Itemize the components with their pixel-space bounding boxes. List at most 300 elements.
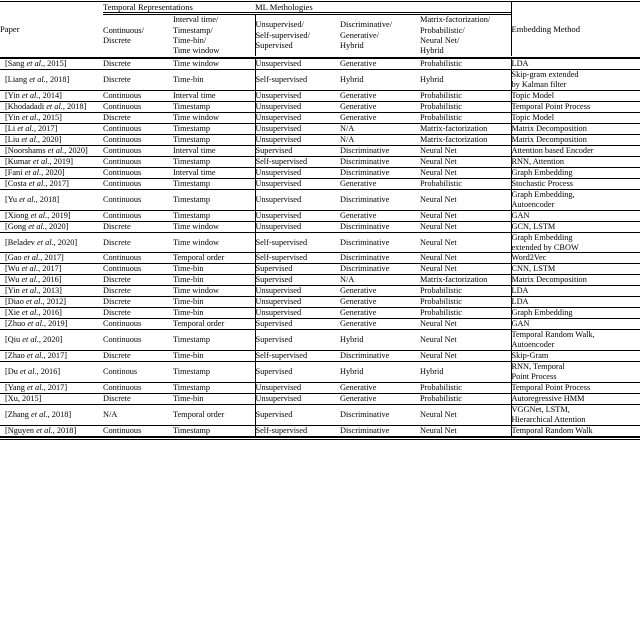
table-row[interactable] [0, 145, 640, 156]
cell-embedding: Word2Vec [511, 253, 640, 264]
paper-author: [Li [5, 124, 18, 134]
cell-model-family: Neural Net [420, 351, 511, 362]
cell-supervision: Unsupervised [255, 210, 340, 221]
cell-model-family: Hybrid [420, 362, 511, 383]
cell-temporal-type: Time-bin [173, 70, 255, 91]
cell-embedding: Topic Model [511, 113, 640, 124]
paper-author: [Liu [5, 135, 22, 144]
paper-year: , 2013] [38, 286, 62, 296]
paper-year: , 2014] [38, 91, 62, 101]
paper-etal: et al. [24, 167, 42, 177]
cell-methodology: Generative [340, 297, 420, 308]
cell-model-family: Probabilistic [420, 382, 511, 393]
table-row[interactable] [0, 275, 640, 286]
paper-etal: et al. [21, 135, 38, 144]
cell-model-family: Probabilistic [420, 59, 511, 70]
table-row[interactable] [0, 124, 640, 135]
cell-temporal-granularity: Discrete [103, 70, 173, 91]
paper-author: [Beladev [5, 237, 38, 247]
cell-temporal-granularity: Continuous [103, 330, 173, 351]
cell-paper-citation [0, 210, 103, 221]
cell-supervision: Unsupervised [255, 393, 340, 404]
cell-embedding: LDA [511, 286, 640, 297]
cell-embedding: Graph Embedding [511, 308, 640, 319]
cell-model-family: Neural Net [420, 156, 511, 167]
header-line: Generative/ [340, 30, 380, 40]
header-line: Probabilistic/ [420, 25, 465, 35]
cell-methodology: Generative [340, 113, 420, 124]
cell-embedding: Graph Embedding extended by CBOW [511, 232, 640, 253]
paper-year: , 2018] [45, 75, 70, 85]
cell-temporal-type: Time window [173, 232, 255, 253]
paper-year: , 2018] [62, 102, 87, 112]
cell-model-family: Neural Net [420, 319, 511, 330]
paper-year: , 2015] [43, 59, 67, 69]
cell-temporal-type: Time-bin [173, 297, 255, 308]
header-line: Discrete [103, 35, 131, 45]
table-row[interactable] [0, 382, 640, 393]
paper-author: [Yin [5, 113, 22, 123]
cell-paper-citation [0, 297, 103, 308]
cell-supervision: Self-supervised [255, 70, 340, 91]
paper-author: [Xu, 2015] [5, 393, 42, 403]
cell-supervision: Unsupervised [255, 308, 340, 319]
paper-author: [Nguyen [5, 425, 37, 435]
table-row[interactable] [0, 135, 640, 146]
paper-year: , 2018] [47, 409, 72, 419]
cell-model-family: Probabilistic [420, 393, 511, 404]
table-row[interactable] [0, 102, 640, 113]
paper-author: [Zhao [5, 351, 27, 361]
cell-supervision: Supervised [255, 275, 340, 286]
header-group-temporal-representations: Temporal Representations [103, 2, 255, 13]
paper-author: [Fani [5, 167, 25, 177]
table-body [0, 59, 640, 436]
cell-model-family: Matrix-factorization [420, 124, 511, 135]
paper-etal: et al. [28, 178, 46, 188]
paper-etal: et al. [19, 366, 37, 376]
cell-embedding: GCN, LSTM [511, 221, 640, 232]
paper-author: [Qiu [5, 335, 23, 345]
paper-year: , 2018] [35, 194, 60, 204]
header-line: Interval time/ [173, 15, 219, 25]
cell-paper-citation [0, 102, 103, 113]
cell-paper-citation [0, 275, 103, 286]
paper-year: , 2020] [37, 135, 62, 144]
cell-temporal-granularity: Continuous [103, 425, 173, 436]
table-header [0, 0, 640, 59]
header-embedding-method: Embedding Method [511, 2, 640, 57]
paper-author: [Du [5, 366, 20, 376]
cell-temporal-granularity: Continuous [103, 102, 173, 113]
header-line: Supervised [255, 40, 293, 50]
cell-embedding: LDA [511, 59, 640, 70]
cell-temporal-granularity: Continuous [103, 91, 173, 102]
cell-embedding: Graph Embedding [511, 167, 640, 178]
header-line: Hybrid [340, 40, 364, 50]
paper-etal: et al. [21, 91, 39, 101]
cell-methodology: Generative [340, 393, 420, 404]
header-line: Time-bin/ [173, 35, 207, 45]
paper-author: [Kumar [5, 156, 33, 166]
cell-supervision: Self-supervised [255, 425, 340, 436]
cell-temporal-type: Temporal order [173, 253, 255, 264]
cell-temporal-type: Time-bin [173, 264, 255, 275]
paper-year: , 2017] [38, 264, 62, 274]
cell-supervision: Unsupervised [255, 167, 340, 178]
cell-methodology: Hybrid [340, 330, 420, 351]
header-matrix-factorization [420, 15, 511, 57]
cell-paper-citation [0, 91, 103, 102]
paper-etal: et al. [32, 156, 50, 166]
paper-year: , 2016] [36, 366, 61, 376]
cell-embedding: RNN, Attention [511, 156, 640, 167]
cell-temporal-type: Timestamp [173, 210, 255, 221]
cell-embedding: LDA [511, 297, 640, 308]
cell-paper-citation [0, 189, 103, 210]
cell-temporal-type: Time-bin [173, 308, 255, 319]
cell-embedding: Temporal Point Process [511, 382, 640, 393]
header-unsupervised [255, 15, 340, 57]
paper-author: [Yin [5, 91, 22, 101]
table-row[interactable] [0, 330, 640, 351]
cell-temporal-granularity: Discrete [103, 113, 173, 124]
cell-model-family: Probabilistic [420, 297, 511, 308]
cell-paper-citation [0, 393, 103, 404]
cell-model-family: Hybrid [420, 70, 511, 91]
cell-embedding: GAN [511, 319, 640, 330]
paper-etal: et al. [21, 308, 39, 318]
cell-model-family: Neural Net [420, 264, 511, 275]
cell-supervision: Unsupervised [255, 124, 340, 135]
paper-etal: et al. [26, 351, 44, 361]
cell-temporal-granularity: Continuous [103, 253, 173, 264]
cell-model-family: Probabilistic [420, 113, 511, 124]
cell-methodology: Hybrid [340, 70, 420, 91]
cell-embedding: VGGNet, LSTM, Hierarchical Attention [511, 404, 640, 425]
paper-etal: et al. [26, 59, 44, 69]
cell-temporal-granularity: Continous [103, 362, 173, 383]
cell-model-family: Neural Net [420, 404, 511, 425]
cell-methodology: Discriminative [340, 167, 420, 178]
paper-author: [Yang [5, 382, 27, 392]
paper-etal: et al. [23, 253, 41, 263]
cell-temporal-type: Timestamp [173, 156, 255, 167]
cell-paper-citation [0, 221, 103, 232]
header-continuous-discrete [103, 15, 173, 57]
paper-year: , 2017] [40, 253, 64, 263]
paper-author: [Diao [5, 297, 26, 307]
cell-temporal-granularity: Discrete [103, 393, 173, 404]
paper-year: , 2019] [47, 210, 71, 220]
cell-temporal-granularity: Continuous [103, 264, 173, 275]
cell-temporal-type: Temporal order [173, 404, 255, 425]
cell-supervision: Unsupervised [255, 189, 340, 210]
paper-author: [Liang [5, 75, 30, 85]
cell-embedding: CNN, LSTM [511, 264, 640, 275]
cell-paper-citation [0, 253, 103, 264]
cell-model-family: Neural Net [420, 221, 511, 232]
cell-paper-citation [0, 308, 103, 319]
cell-paper-citation [0, 425, 103, 436]
paper-author: [Wu [5, 275, 22, 285]
cell-model-family: Probabilistic [420, 91, 511, 102]
cell-temporal-type: Time window [173, 113, 255, 124]
cell-temporal-granularity: Continuous [103, 319, 173, 330]
cell-methodology: Generative [340, 382, 420, 393]
cell-methodology: Generative [340, 286, 420, 297]
cell-supervision: Unsupervised [255, 286, 340, 297]
table-row[interactable] [0, 70, 640, 91]
cell-supervision: Self-supervised [255, 156, 340, 167]
cell-model-family: Matrix-factorization [420, 135, 511, 146]
header-line: Self-supervised/ [255, 30, 310, 40]
cell-paper-citation [0, 135, 103, 146]
cell-temporal-type: Timestamp [173, 425, 255, 436]
cell-temporal-granularity: Continuous [103, 124, 173, 135]
cell-model-family: Neural Net [420, 232, 511, 253]
paper-author: [Khodadadi [5, 102, 47, 112]
bottom-rule-2 [0, 439, 640, 440]
cell-supervision: Unsupervised [255, 102, 340, 113]
table-row[interactable] [0, 286, 640, 297]
table-row[interactable] [0, 210, 640, 221]
cell-paper-citation [0, 178, 103, 189]
paper-etal: et al. [30, 210, 48, 220]
table-row[interactable] [0, 404, 640, 425]
paper-etal: et al. [21, 113, 39, 123]
cell-temporal-type: Timestamp [173, 382, 255, 393]
cell-temporal-granularity: Discrete [103, 351, 173, 362]
cell-embedding: Matrix Decomposition [511, 124, 640, 135]
cell-temporal-type: Timestamp [173, 362, 255, 383]
paper-year: , 2018] [52, 425, 77, 435]
table-row[interactable] [0, 167, 640, 178]
table-row[interactable] [0, 91, 640, 102]
table-row[interactable] [0, 253, 640, 264]
cell-supervision: Unsupervised [255, 178, 340, 189]
cell-temporal-granularity: Continuous [103, 156, 173, 167]
cell-methodology: Discriminative [340, 145, 420, 156]
paper-year: , 2019] [43, 319, 68, 329]
cell-paper-citation [0, 330, 103, 351]
header-line: Timestamp/ [173, 25, 213, 35]
paper-etal: et al. [21, 264, 39, 274]
paper-author: [Costa [5, 178, 29, 188]
paper-year: , 2016] [38, 275, 62, 285]
paper-etal: et al. [21, 286, 39, 296]
cell-embedding: Autoregressive HMM [511, 393, 640, 404]
cell-temporal-granularity: Discrete [103, 221, 173, 232]
cell-temporal-granularity: Continuous [103, 189, 173, 210]
cell-embedding: Graph Embedding, Autoencoder [511, 189, 640, 210]
cell-model-family: Probabilistic [420, 308, 511, 319]
cell-embedding: Skip-gram extended by Kalman filter [511, 70, 640, 91]
cell-temporal-type: Timestamp [173, 124, 255, 135]
cell-temporal-type: Time-bin [173, 275, 255, 286]
cell-paper-citation [0, 124, 103, 135]
cell-embedding: Topic Model [511, 91, 640, 102]
cell-methodology: Discriminative [340, 232, 420, 253]
cell-temporal-type: Time window [173, 221, 255, 232]
paper-etal: et al. [47, 145, 65, 155]
cell-methodology: Discriminative [340, 351, 420, 362]
cell-temporal-type: Timestamp [173, 189, 255, 210]
paper-etal: et al. [26, 382, 44, 392]
cell-supervision: Supervised [255, 145, 340, 156]
cell-embedding: Attention based Encoder [511, 145, 640, 156]
table-row[interactable] [0, 113, 640, 124]
header-discriminative [340, 15, 420, 57]
cell-model-family: Neural Net [420, 425, 511, 436]
cell-supervision: Unsupervised [255, 59, 340, 70]
cell-methodology: N/A [340, 275, 420, 286]
cell-paper-citation [0, 156, 103, 167]
cell-embedding: GAN [511, 210, 640, 221]
table-row[interactable] [0, 319, 640, 330]
table-row[interactable] [0, 178, 640, 189]
cell-embedding: Matrix Decomposition [511, 135, 640, 146]
table-row[interactable] [0, 308, 640, 319]
table-row[interactable] [0, 297, 640, 308]
cell-methodology: Generative [340, 59, 420, 70]
header-interval-time [173, 15, 255, 57]
paper-year: , 2020] [44, 221, 69, 231]
table-row[interactable] [0, 425, 640, 436]
paper-author: [Gong [5, 221, 29, 231]
table-row[interactable] [0, 189, 640, 210]
cell-paper-citation [0, 264, 103, 275]
cell-methodology: N/A [340, 135, 420, 146]
cell-paper-citation [0, 70, 103, 91]
paper-author: [Zhang [5, 409, 32, 419]
cell-embedding: Temporal Random Walk [511, 425, 640, 436]
cell-supervision: Unsupervised [255, 135, 340, 146]
cell-paper-citation [0, 351, 103, 362]
table-row[interactable] [0, 351, 640, 362]
cell-supervision: Unsupervised [255, 91, 340, 102]
table-row[interactable] [0, 156, 640, 167]
cell-supervision: Unsupervised [255, 297, 340, 308]
cell-supervision: Unsupervised [255, 382, 340, 393]
cell-temporal-granularity: Continuous [103, 167, 173, 178]
paper-author: [Xiong [5, 210, 31, 220]
cell-temporal-type: Interval time [173, 145, 255, 156]
cell-methodology: Discriminative [340, 156, 420, 167]
paper-etal: et al. [31, 409, 48, 419]
cell-embedding: Temporal Random Walk, Autoencoder [511, 330, 640, 351]
cell-methodology: Discriminative [340, 221, 420, 232]
cell-embedding: RNN, Temporal Point Process [511, 362, 640, 383]
table-row[interactable] [0, 264, 640, 275]
cell-temporal-type: Time-bin [173, 351, 255, 362]
cell-supervision: Supervised [255, 362, 340, 383]
cell-temporal-granularity: Discrete [103, 297, 173, 308]
paper-etal: et al. [22, 335, 39, 345]
paper-author: [Wu [5, 264, 22, 274]
paper-year: , 2020] [38, 335, 63, 345]
paper-author: [Xie [5, 308, 22, 318]
paper-etal: et al. [29, 75, 46, 85]
cell-supervision: Supervised [255, 404, 340, 425]
cell-methodology: N/A [340, 124, 420, 135]
cell-model-family: Neural Net [420, 145, 511, 156]
cell-methodology: Discriminative [340, 253, 420, 264]
cell-temporal-type: Timestamp [173, 178, 255, 189]
paper-author: [Zhuo [5, 319, 28, 329]
cell-temporal-granularity: Continuous [103, 210, 173, 221]
paper-year: , 2017] [43, 382, 68, 392]
paper-etal: et al. [37, 237, 54, 247]
group-header-row [0, 2, 640, 13]
cell-supervision: Supervised [255, 319, 340, 330]
header-line: Unsupervised/ [255, 20, 304, 30]
cell-methodology: Discriminative [340, 425, 420, 436]
cell-embedding: Temporal Point Process [511, 102, 640, 113]
paper-year: , 2016] [38, 308, 62, 318]
cell-methodology: Discriminative [340, 264, 420, 275]
cell-paper-citation [0, 362, 103, 383]
cell-temporal-type: Time-bin [173, 393, 255, 404]
paper-author: [Gao [5, 253, 24, 263]
cell-temporal-granularity: Continuous [103, 135, 173, 146]
cell-paper-citation [0, 319, 103, 330]
cell-supervision: Supervised [255, 264, 340, 275]
cell-temporal-granularity: Discrete [103, 308, 173, 319]
cell-model-family: Probabilistic [420, 286, 511, 297]
cell-temporal-granularity: Continuous [103, 178, 173, 189]
cell-temporal-type: Interval time [173, 91, 255, 102]
cell-model-family: Neural Net [420, 330, 511, 351]
table-row[interactable] [0, 221, 640, 232]
header-line: Hybrid [420, 46, 444, 56]
cell-temporal-granularity: N/A [103, 404, 173, 425]
cell-model-family: Matrix-factorization [420, 275, 511, 286]
paper-etal: et al. [21, 275, 39, 285]
cell-model-family: Neural Net [420, 167, 511, 178]
cell-paper-citation [0, 232, 103, 253]
cell-paper-citation [0, 382, 103, 393]
cell-model-family: Probabilistic [420, 178, 511, 189]
table-row[interactable] [0, 393, 640, 404]
paper-author: [Yu [5, 194, 20, 204]
table-row[interactable] [0, 362, 640, 383]
cell-paper-citation [0, 113, 103, 124]
paper-year: , 2019] [49, 156, 73, 166]
cell-embedding: Stochastic Process [511, 178, 640, 189]
header-group-ml-methodologies: ML Methologies [255, 2, 511, 13]
paper-etal: et al. [27, 319, 44, 329]
table-row[interactable] [0, 59, 640, 70]
header-line: Matrix-factorization/ [420, 15, 491, 25]
paper-year: , 2017] [45, 178, 69, 188]
paper-etal: et al. [25, 297, 43, 307]
cell-supervision: Self-supervised [255, 232, 340, 253]
paper-author: [Noorshams [5, 145, 48, 155]
table-row[interactable] [0, 232, 640, 253]
cell-methodology: Generative [340, 91, 420, 102]
cell-supervision: Supervised [255, 330, 340, 351]
cell-temporal-granularity: Discrete [103, 59, 173, 70]
cell-temporal-type: Time window [173, 59, 255, 70]
paper-etal: et al. [46, 102, 63, 112]
paper-year: , 2017] [33, 124, 58, 134]
cell-methodology: Hybrid [340, 362, 420, 383]
cell-supervision: Self-supervised [255, 253, 340, 264]
cell-supervision: Self-supervised [255, 351, 340, 362]
cell-paper-citation [0, 286, 103, 297]
paper-year: , 2020] [41, 167, 65, 177]
